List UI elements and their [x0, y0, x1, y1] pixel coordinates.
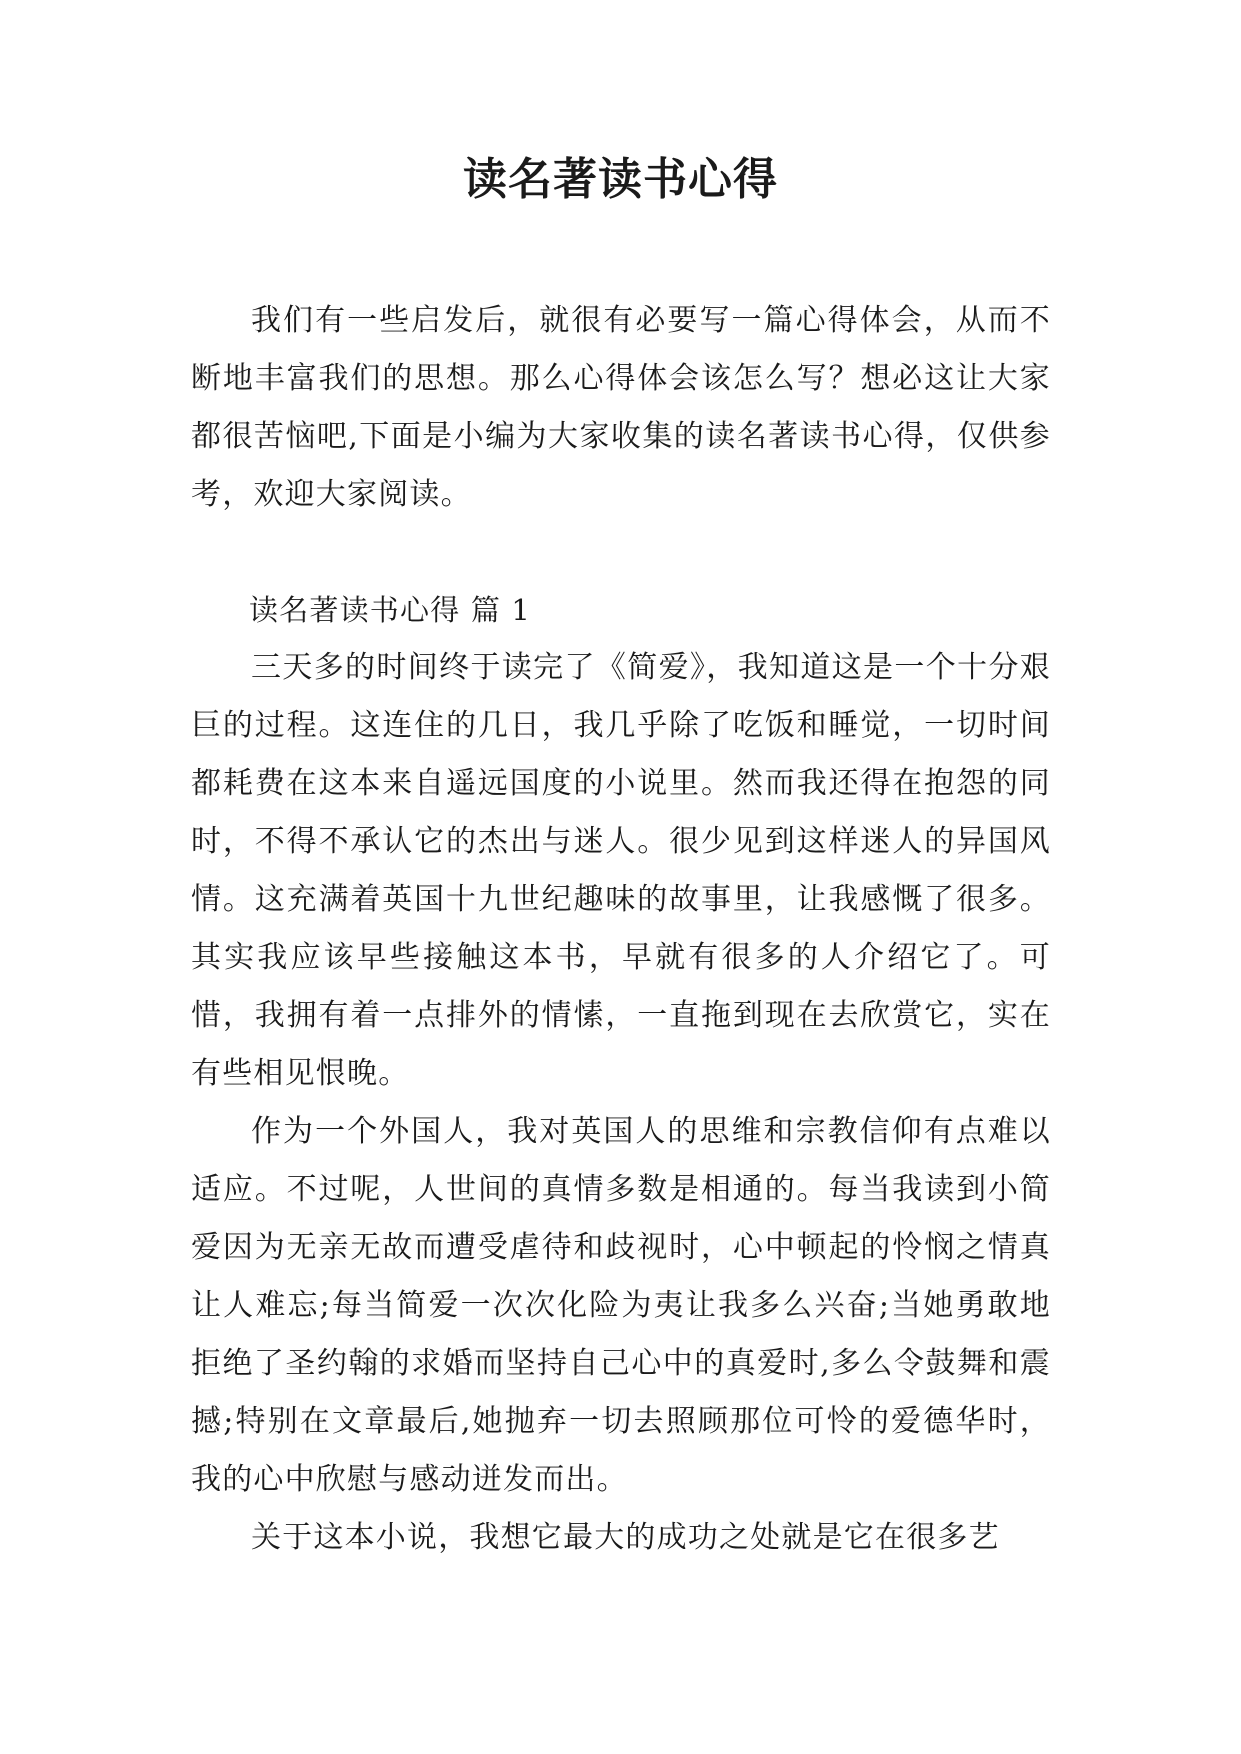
- section-heading: 读名著读书心得 篇 1: [249, 593, 532, 627]
- intro-paragraph: 我们有一些启发后，就很有必要写一篇心得体会，从而不断地丰富我们的思想。那么心得体会该怎么写？想必这让大家都很苦恼吧,下面是小编为大家收集的读名著读书心得，仅供参考，欢迎大家阅读。: [191, 303, 1051, 512]
- body-paragraph: 关于这本小说，我想它最大的成功之处就是它在很多艺: [251, 1520, 1000, 1555]
- body-paragraph: 作为一个外国人，我对英国人的思维和宗教信仰有点难以适应。不过呢，人世间的真情多数是相通的。每当我读到小简爱因为无亲无故而遭受虐待和歧视时，心中顿起的怜悯之情真让人难忘;每当简爱一次次化险为夷让我多么兴奋;当她勇敢地拒绝了圣约翰的求婚而坚持自己心中的真爱时,多么令鼓舞和震撼;特别在文章最后,她抛弃一切去照顾那位可怜的爱德华时，我的心中欣慰与感动迸发而出。: [191, 1114, 1051, 1497]
- body-paragraph: 三天多的时间终于读完了《简爱》，我知道这是一个十分艰巨的过程。这连住的几日，我几乎除了吃饭和睡觉，一切时间都耗费在这本来自遥远国度的小说里。然而我还得在抱怨的同时，不得不承认它的杰出与迷人。很少见到这样迷人的异国风情。这充满着英国十九世纪趣味的故事里，让我感慨了很多。其实我应该早些接触这本书，早就有很多的人介绍它了。可惜，我拥有着一点排外的情愫，一直拖到现在去欣赏它，实在有些相见恨晚。: [191, 650, 1051, 1091]
- document-body: [191, 292, 1051, 1567]
- document-title: 读名著读书心得: [463, 154, 778, 205]
